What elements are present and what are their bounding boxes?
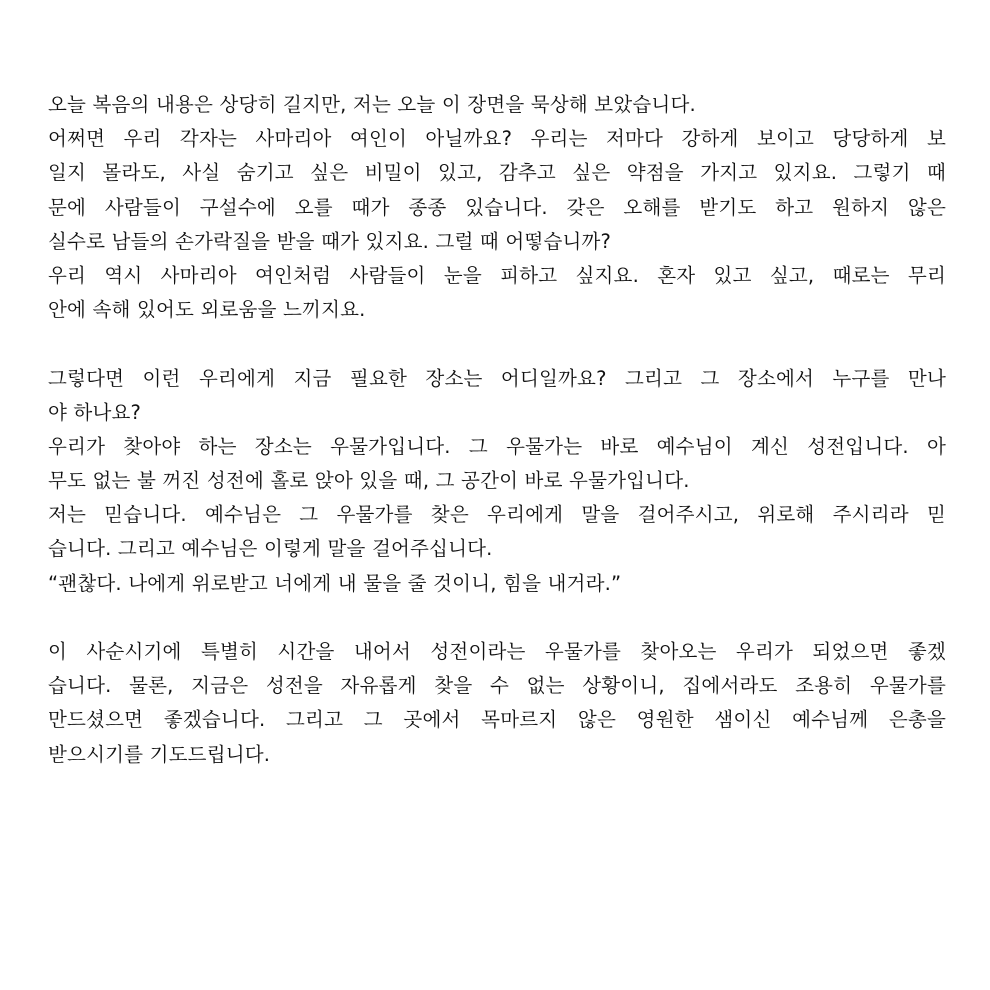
text-line: 무도 없는 불 꺼진 성전에 홀로 앉아 있을 때, 그 공간이 바로 우물가입니다.	[48, 469, 690, 493]
text-line: 저는 믿습니다. 예수님은 그 우물가를 찾은 우리에게 말을 걸어주시고, 위로해 주시리라 믿	[48, 503, 946, 527]
document-body	[48, 88, 946, 772]
text-line: 일지 몰라도, 사실 숨기고 싶은 비밀이 있고, 감추고 싶은 약점을 가지고 있지요. 그렇기 때	[48, 161, 946, 185]
text-line: 문에 사람들이 구설수에 오를 때가 종종 있습니다. 갖은 오해를 받기도 하고 원하지 않은	[48, 195, 946, 219]
text-line: 우리가 찾아야 하는 장소는 우물가입니다. 그 우물가는 바로 예수님이 계신 성전입니다. 아	[48, 434, 946, 458]
text-line: 어쩌면 우리 각자는 사마리아 여인이 아닐까요? 우리는 저마다 강하게 보이고 당당하게 보	[48, 127, 946, 151]
quote-line: “괜찮다. 나에게 위로받고 너에게 내 물을 줄 것이니, 힘을 내거라.”	[48, 571, 622, 595]
text-line: 만드셨으면 좋겠습니다. 그리고 그 곳에서 목마르지 않은 영원한 샘이신 예수님께 은총을	[48, 708, 946, 732]
text-line: 오늘 복음의 내용은 상당히 길지만, 저는 오늘 이 장면을 묵상해 보았습니다.	[48, 93, 696, 116]
text-line: 이 사순시기에 특별히 시간을 내어서 성전이라는 우물가를 찾아오는 우리가 되었으면 좋겠	[48, 640, 946, 663]
text-line: 그렇다면 이런 우리에게 지금 필요한 장소는 어디일까요? 그리고 그 장소에서 누구를 만나	[48, 366, 946, 390]
text-line: 실수로 남들의 손가락질을 받을 때가 있지요. 그럴 때 어떻습니까?	[48, 229, 612, 253]
text-line: 야 하나요?	[48, 400, 142, 424]
text-line: 습니다. 그리고 예수님은 이렇게 말을 걸어주십니다.	[48, 537, 493, 561]
text-line: 우리 역시 사마리아 여인처럼 사람들이 눈을 피하고 싶지요. 혼자 있고 싶고, 때로는 무리	[48, 263, 946, 287]
blank-line	[48, 327, 946, 361]
blank-line	[48, 601, 946, 635]
text-line: 받으시기를 기도드립니다.	[48, 742, 271, 766]
text-line: 습니다. 물론, 지금은 성전을 자유롭게 찾을 수 없는 상황이니, 집에서라도 조용히 우물가를	[48, 674, 946, 698]
text-line: 안에 속해 있어도 외로움을 느끼지요.	[48, 298, 366, 322]
